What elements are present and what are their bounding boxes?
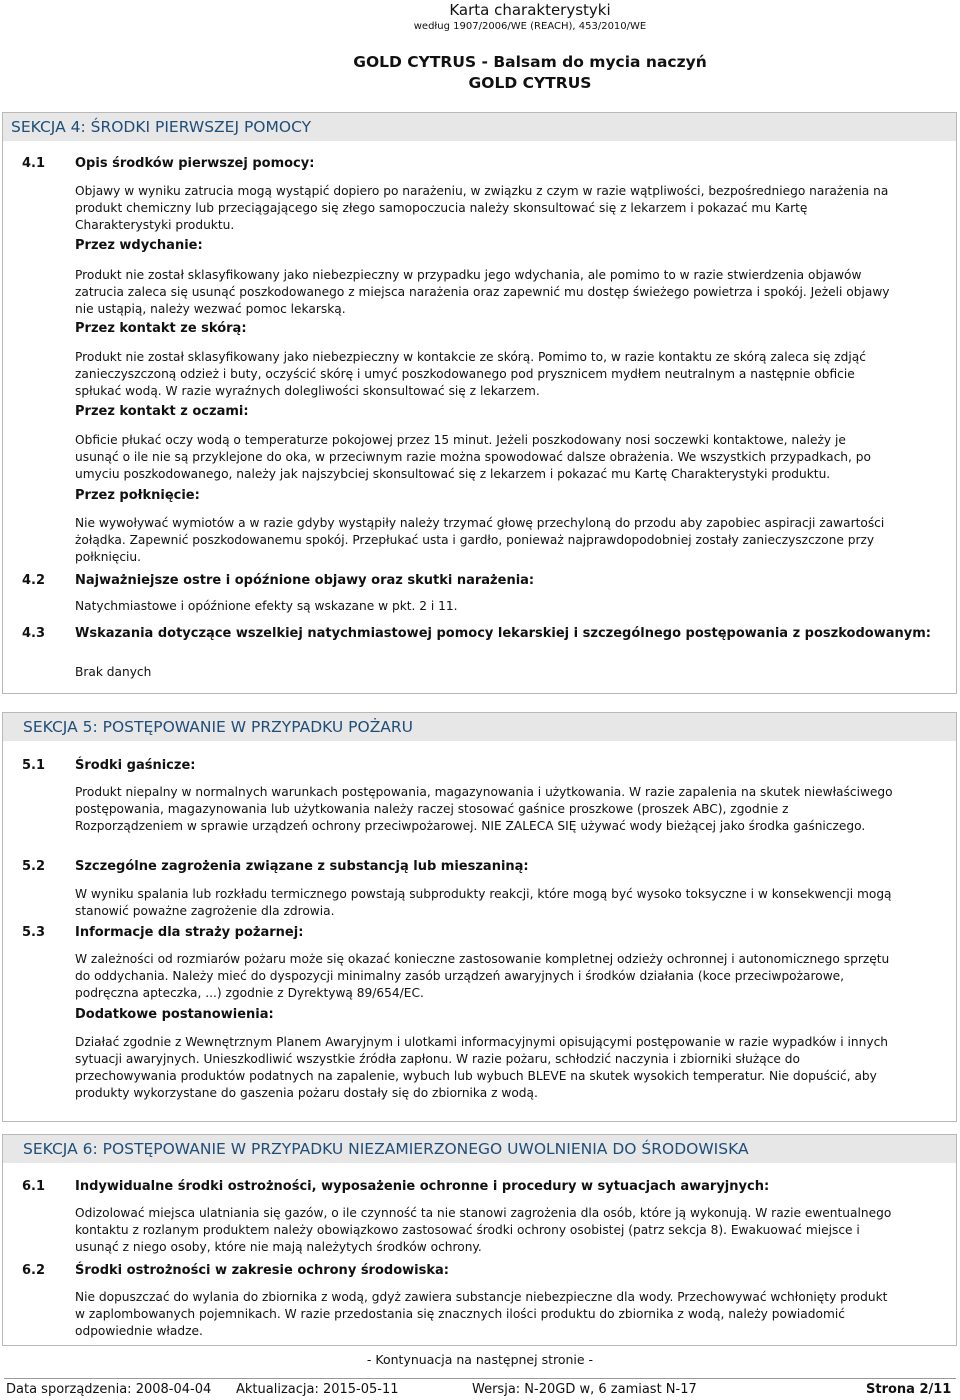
text-line: odpowiednie władze.: [75, 1324, 203, 1338]
updated-date: Aktualizacja: 2015-05-11: [236, 1382, 399, 1397]
subsection-number: 5.1: [22, 758, 46, 773]
text-line: Nie dopuszczać do wylania do zbiornika z wodą, gdyż zawiera substancje niebezpieczne dla wody. Przechowywać wchłonięty produkt: [75, 1290, 888, 1304]
paragraph: [75, 1034, 888, 1102]
subsection-heading: Środki ostrożności w zakresie ochrony środowiska:: [75, 1263, 449, 1278]
product-name-short: GOLD CYTRUS: [468, 74, 592, 92]
text-line: produkty wykorzystane do gaszenia pożaru dostały się do zbiornika z wodą.: [75, 1086, 538, 1100]
paragraph: [75, 183, 888, 234]
text-line: sytuacji awaryjnych. Unieszkodliwić wszystkie źródła zapłonu. W razie pożaru, schłodzić naczynia i zbiorniki służące do: [75, 1052, 801, 1066]
subsection-heading: Najważniejsze ostre i opóźnione objawy oraz skutki narażenia:: [75, 573, 535, 588]
text-line: Nie wywoływać wymiotów a w razie gdyby wystąpiły należy trzymać głowę przechyloną do przodu aby zapobiec aspiracji zawartości: [75, 516, 885, 530]
text-line: żołądka. Zapewnić poszkodowanemu spokój. Przepłukać usta i gardło, ponieważ najprawdopodobniej zostały zanieczyszczone przy: [75, 533, 875, 547]
subsection-heading: Wskazania dotyczące wszelkiej natychmiastowej pomocy lekarskiej i szczególnego postępowania z poszkodowanym:: [75, 626, 931, 641]
paragraph: [75, 349, 866, 400]
paragraph: [75, 784, 893, 835]
text-line: W wyniku spalania lub rozkładu termicznego powstają subprodukty reakcji, które mogą być wysoko toksyczne i w konsekwencji mogą: [75, 887, 892, 901]
paragraph: [75, 951, 889, 1002]
section-6-title: SEKCJA 6: POSTĘPOWANIE W PRZYPADKU NIEZAMIERZONEGO UWOLNIENIA DO ŚRODOWISKA: [23, 1140, 749, 1158]
text-line: Produkt nie został sklasyfikowany jako niebezpieczny w przypadku jego wdychania, ale pomimo to w razie stwierdzenia objawów: [75, 268, 862, 282]
page-number: Strona 2/11: [866, 1382, 952, 1397]
text-line: kontaktu z rozlanym produktem należy obowiązkowo zastosować środki ochrony osobistej (patrz sekcja 8). Ewakuować miejsce i: [75, 1223, 860, 1237]
sub-heading-skin: Przez kontakt ze skórą:: [75, 321, 247, 336]
text-line: Produkt niepalny w normalnych warunkach postępowania, magazynowania i użytkowania. W razie zapalenia na skutek niewłaściwego: [75, 785, 893, 799]
sub-heading-additional: Dodatkowe postanowienia:: [75, 1007, 274, 1022]
text-line: w zaplombowanych pojemnikach. W razie przedostania się znacznych ilości produktu do zbiornika z wodą, należy powiadomić: [75, 1307, 845, 1321]
document-title: Karta charakterystyki: [449, 1, 611, 19]
text-line: spłukać wodą. W razie wyraźnych dolegliwości skonsultować się z lekarzem.: [75, 384, 540, 398]
paragraph: [75, 886, 892, 920]
text-line: produkt chemiczny lub przeciągającego się złego samopoczucia należy skonsultować się z lekarzem i pokazać mu Kartę: [75, 201, 808, 215]
text-line: stanowić poważne zagrożenie dla zdrowia.: [75, 904, 335, 918]
section-5-title: SEKCJA 5: POSTĘPOWANIE W PRZYPADKU POŻARU: [23, 718, 414, 736]
text-line: podręczna apteczka, ...) zgodnie z Dyrektywą 89/654/EC.: [75, 986, 424, 1000]
paragraph: [75, 267, 890, 318]
subsection-number: 4.2: [22, 573, 46, 588]
subsection-number: 5.3: [22, 925, 46, 940]
text-line: usunąć o ile nie są przyklejone do oka, w przeciwnym razie można spowodować dalsze obrażenia. We wszystkich przypadkach, po: [75, 450, 871, 464]
text-line: Objawy w wyniku zatrucia mogą wystąpić dopiero po narażeniu, w związku z czym w razie wątpliwości, bezpośredniego narażenia na: [75, 184, 889, 198]
sub-heading-ingestion: Przez połknięcie:: [75, 488, 200, 503]
paragraph: Natychmiastowe i opóźnione efekty są wskazane w pkt. 2 i 11.: [75, 599, 458, 613]
paragraph: [75, 1289, 887, 1340]
section-4-title: SEKCJA 4: ŚRODKI PIERWSZEJ POMOCY: [11, 118, 312, 136]
text-line: zanieczyszczoną odzież i buty, oczyścić skórę i umyć poszkodowanego pod prysznicem mydłem neutralnym a następnie obficie: [75, 367, 855, 381]
text-line: Obficie płukać oczy wodą o temperaturze pokojowej przez 15 minut. Jeżeli poszkodowany nosi soczewki kontaktowe, należy je: [75, 433, 846, 447]
product-name: GOLD CYTRUS - Balsam do mycia naczyń: [353, 53, 707, 71]
paragraph: [75, 432, 871, 483]
text-line: do oddychania. Należy mieć do dyspozycji minimalny zasób urządzeń awaryjnych i środków działania (koce przeciwpożarowe,: [75, 969, 845, 983]
subsection-heading: Środki gaśnicze:: [75, 758, 196, 773]
paragraph: [75, 515, 884, 566]
text-line: W zależności od rozmiarów pożaru może się okazać konieczne zastosowanie kompletnej odzieży ochronnej i autonomicznego sprzętu: [75, 952, 890, 966]
sub-heading-eyes: Przez kontakt z oczami:: [75, 404, 249, 419]
text-line: nie ustąpią, należy wezwać pomoc lekarską.: [75, 302, 346, 316]
subsection-number: 6.2: [22, 1263, 46, 1278]
text-line: postępowania, magazynowania lub użytkowania należy raczej stosować gaśnice proszkowe (proszek ABC), zgodnie z: [75, 802, 789, 816]
paragraph: Brak danych: [75, 665, 152, 679]
continued-notice: - Kontynuacja na następnej stronie -: [366, 1352, 594, 1367]
sub-heading-inhalation: Przez wdychanie:: [75, 238, 203, 253]
prepared-date: Data sporządzenia: 2008-04-04: [6, 1382, 212, 1397]
subsection-number: 6.1: [22, 1179, 46, 1194]
text-line: umyciu poszkodowanego, należy jak najszybciej skonsultować się z lekarzem i pokazać mu Kartę Charakterystyki produktu.: [75, 467, 831, 481]
text-line: zatrucia zaleca się usunąć poszkodowanego z miejsca narażenia oraz zapewnić mu dostęp świeżego powietrza i spokój. Jeżeli objawy: [75, 285, 890, 299]
subsection-heading: Szczególne zagrożenia związane z substancją lub mieszaniną:: [75, 859, 529, 874]
footer-divider: [4, 1378, 956, 1379]
version-info: Wersja: N-20GD w, 6 zamiast N-17: [472, 1382, 697, 1397]
text-line: usunąć z niego osoby, które nie mają należytych środków ochrony.: [75, 1240, 482, 1254]
subsection-number: 4.3: [22, 626, 46, 641]
subsection-number: 4.1: [22, 156, 46, 171]
text-line: Działać zgodnie z Wewnętrznym Planem Awaryjnym i ulotkami informacyjnymi opisującymi postępowanie w razie wypadków i innych: [75, 1035, 889, 1049]
text-line: Charakterystyki produktu.: [75, 218, 235, 232]
text-line: Rozporządzeniem w sprawie urządzeń ochrony przeciwpożarowej. NIE ZALECA SIĘ używać wody bieżącej jako środka gaśniczego.: [75, 819, 866, 833]
subsection-number: 5.2: [22, 859, 46, 874]
text-line: przechowywania produktów podatnych na zapalenie, wybuch lub wybuch BLEVE na skutek wysokich temperatur. Nie dopuścić, aby: [75, 1069, 877, 1083]
regulation-reference: według 1907/2006/WE (REACH), 453/2010/WE: [413, 21, 647, 32]
subsection-heading: Indywidualne środki ostrożności, wyposażenie ochronne i procedury w sytuacjach awaryjnych:: [75, 1179, 770, 1194]
text-line: Odizolować miejsca ulatniania się gazów, o ile czynność ta nie stanowi zagrożenia dla osób, które ją wykonują. W razie ewentualnego: [75, 1206, 892, 1220]
text-line: połknięciu.: [75, 550, 142, 564]
text-line: Produkt nie został sklasyfikowany jako niebezpieczny w kontakcie ze skórą. Pomimo to, w razie kontaktu ze skórą zaleca się zdjąć: [75, 350, 866, 364]
subsection-heading: Informacje dla straży pożarnej:: [75, 925, 304, 940]
subsection-heading: Opis środków pierwszej pomocy:: [75, 156, 315, 171]
paragraph: [75, 1205, 891, 1256]
